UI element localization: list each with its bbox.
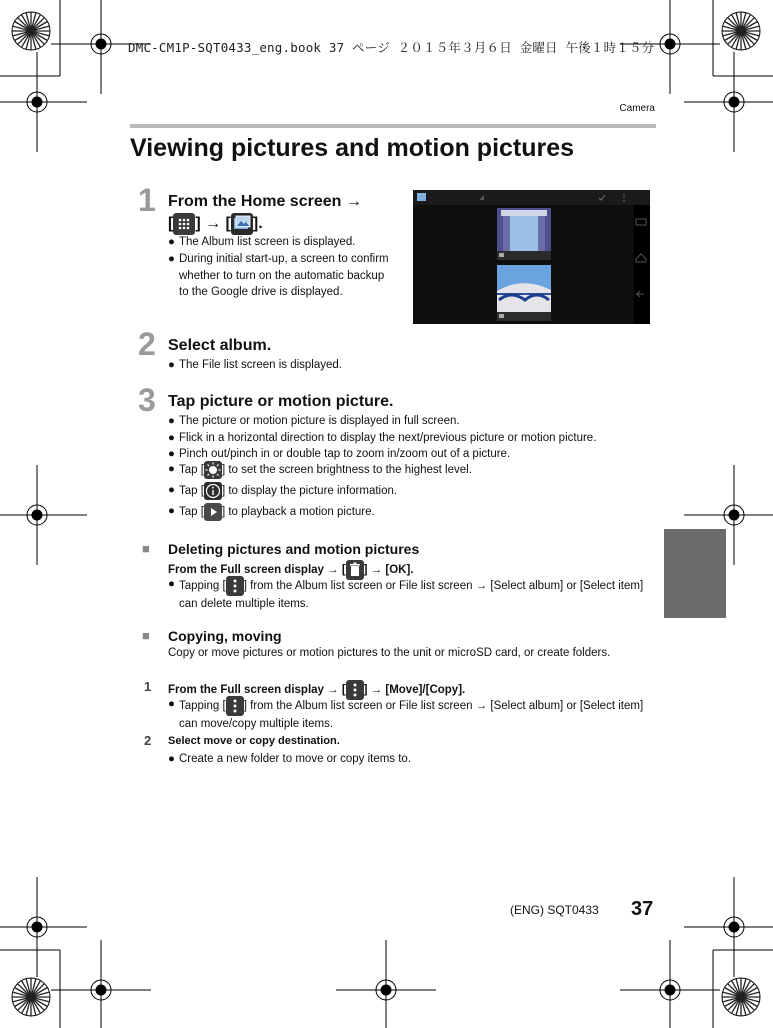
bullet-dot: ● — [168, 432, 175, 444]
instr-post: ] → [OK]. — [363, 564, 414, 577]
tap-pre: Tap [ — [179, 485, 204, 498]
registration-dot — [96, 985, 106, 995]
bullet-text: The picture or motion picture is displayed in full screen. — [179, 415, 460, 427]
bullet-dot: ● — [168, 448, 175, 460]
running-header: DMC-CM1P-SQT0433_eng.book 37 ページ ２０１５年３月６日 金曜日 午後１時１５分 — [128, 40, 655, 55]
step-2-heading: Select album. — [168, 337, 272, 354]
deleting-heading: Deleting pictures and motion pictures — [168, 541, 420, 557]
step-3-bullet-brightness — [168, 461, 658, 479]
bullet-text: The File list screen is displayed. — [179, 359, 342, 371]
bullet-pre: Tapping [ — [179, 580, 226, 593]
menu-icon — [226, 696, 244, 716]
instr-post: ] → [Move]/[Copy]. — [363, 684, 466, 697]
bullet-dot: ● — [168, 484, 175, 496]
bullet-text: Flick in a horizontal direction to display the next/previous picture or motion picture. — [179, 432, 597, 444]
bullet-dot: ● — [168, 698, 175, 710]
title-rule — [130, 124, 656, 128]
page-title: Viewing pictures and motion pictures — [130, 134, 575, 162]
square-marker: ■ — [142, 541, 150, 556]
step-3-bullet-info — [168, 482, 658, 500]
bullet-dot: ● — [168, 253, 175, 265]
tap-post: ] to display the picture information. — [221, 485, 398, 498]
bullet-text: The Album list screen is displayed. — [179, 236, 356, 248]
info-icon — [204, 482, 222, 500]
registration-dot — [381, 985, 391, 995]
step-2-bullet — [168, 357, 648, 374]
step-3-bullet — [168, 430, 658, 447]
step-1-heading-mid: ] → [ — [195, 215, 231, 233]
registration-dot — [96, 39, 106, 49]
step-1-heading-line1: From the Home screen → — [168, 193, 362, 210]
step-2-number: 2 — [138, 326, 156, 362]
bullet-dot: ● — [168, 578, 175, 590]
footer-code: (ENG) SQT0433 — [510, 903, 599, 917]
bullet-dot: ● — [168, 359, 175, 371]
registration-dot — [729, 97, 739, 107]
menu-icon — [226, 576, 244, 596]
bullet-post: ] from the Album list screen or File list screen → [Select album] or [Select item] can move/copy multiple items. — [179, 700, 644, 730]
copy-step-2-number: 2 — [144, 733, 152, 748]
chapter-side-tab — [664, 529, 726, 618]
registration-dot — [729, 510, 739, 520]
tap-post: ] to set the screen brightness to the highest level. — [221, 464, 472, 477]
bullet-dot: ● — [168, 236, 175, 248]
bracket-open: [ — [168, 215, 174, 233]
copying-description: Copy or move pictures or motion pictures to the unit or microSD card, or create folders. — [168, 647, 611, 659]
step-3-bullet-play — [168, 503, 658, 521]
tap-pre: Tap [ — [179, 464, 204, 477]
bullet-text: Create a new folder to move or copy items to. — [179, 753, 412, 765]
registration-dot — [665, 39, 675, 49]
copy-step-2-bullet — [168, 751, 658, 768]
registration-dot — [32, 922, 42, 932]
bullet-post: ] from the Album list screen or File list screen → [Select album] or [Select item] can delete multiple items. — [179, 580, 644, 610]
instr-pre: From the Full screen display → [ — [168, 684, 346, 697]
registration-dot — [665, 985, 675, 995]
album-list-screenshot — [413, 190, 650, 324]
registration-dot — [32, 97, 42, 107]
play-icon — [204, 503, 222, 521]
step-3-number: 3 — [138, 382, 156, 418]
step-1-bullet — [168, 251, 393, 301]
page-number: 37 — [631, 898, 654, 920]
square-marker: ■ — [142, 628, 150, 643]
bullet-text: Pinch out/pinch in or double tap to zoom in/zoom out of a picture. — [179, 448, 511, 460]
step-1-bullet — [168, 234, 393, 251]
bullet-dot: ● — [168, 463, 175, 475]
bullet-pre: Tapping [ — [179, 700, 226, 713]
deleting-bullet — [168, 576, 658, 613]
album-list-illustration — [413, 190, 650, 324]
tap-post: ] to playback a motion picture. — [221, 506, 375, 519]
step-1-number: 1 — [138, 182, 156, 218]
section-label: Camera — [619, 103, 655, 114]
bullet-dot: ● — [168, 505, 175, 517]
step-3-bullet — [168, 413, 658, 430]
apps-icon — [173, 213, 195, 235]
instr-pre: From the Full screen display → [ — [168, 564, 346, 577]
registration-dot — [729, 922, 739, 932]
copy-step-1-bullet — [168, 696, 658, 733]
copy-step-2-heading: Select move or copy destination. — [168, 735, 340, 747]
gallery-icon — [231, 213, 253, 235]
copy-step-1-number: 1 — [144, 679, 152, 694]
copying-heading: Copying, moving — [168, 628, 282, 644]
step-3-heading: Tap picture or motion picture. — [168, 393, 394, 410]
brightness-icon — [204, 461, 222, 479]
step-1-heading-end: ]. — [252, 215, 263, 233]
step-1-heading — [168, 191, 362, 235]
bullet-dot: ● — [168, 415, 175, 427]
bullet-text: During initial start-up, a screen to confirm whether to turn on the automatic backup to the Google drive is displayed. — [179, 253, 389, 298]
registration-dot — [32, 510, 42, 520]
bullet-dot: ● — [168, 753, 175, 765]
tap-pre: Tap [ — [179, 506, 204, 519]
